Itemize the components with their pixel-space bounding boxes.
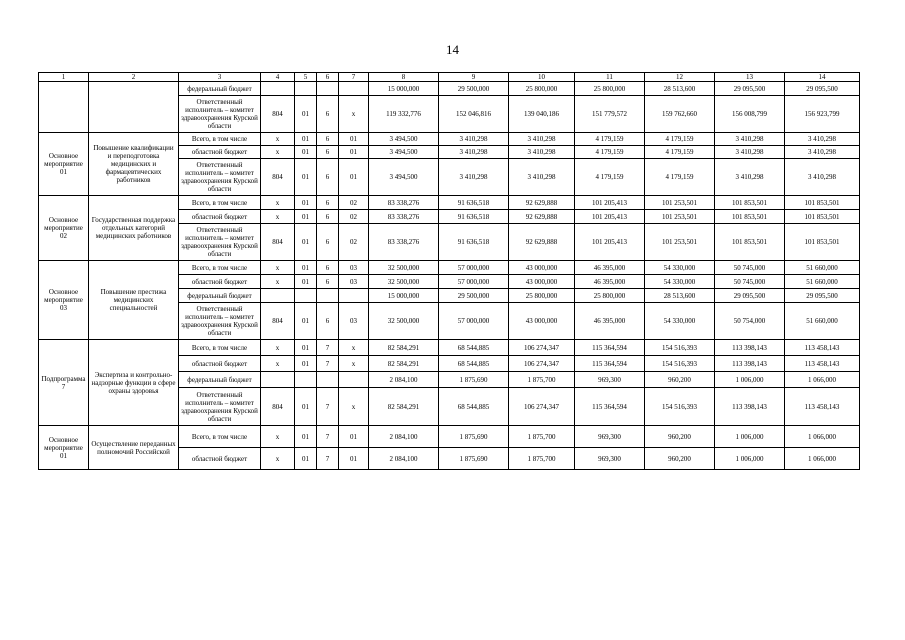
om-code-cell: 03 [339,303,369,340]
amount-cell: 29 500,000 [439,82,509,96]
amount-cell: 3 494,500 [369,133,439,146]
gp-code-cell [295,82,317,96]
funding-source-cell: федеральный бюджет [179,82,261,96]
amount-cell: 29 095,500 [715,289,785,303]
funding-source-cell: Ответственный исполнитель – комитет здравоохранения Курской области [179,224,261,261]
amount-cell: 25 800,000 [509,82,575,96]
amount-cell: 29 095,500 [785,82,860,96]
gp-code-cell [295,372,317,388]
amount-cell: 29 500,000 [439,289,509,303]
funding-source-cell: областной бюджет [179,275,261,289]
pp-code-cell: 7 [317,340,339,356]
amount-cell: 4 179,159 [645,133,715,146]
grbs-code-cell: х [261,133,295,146]
om-code-cell: х [339,388,369,426]
om-code-cell: х [339,356,369,372]
grbs-code-cell: х [261,448,295,470]
amount-cell: 32 500,000 [369,275,439,289]
amount-cell: 1 875,700 [509,448,575,470]
amount-cell: 101 853,501 [715,210,785,224]
amount-cell: 101 253,501 [645,196,715,210]
amount-cell: 1 066,000 [785,448,860,470]
program-name-cell: Повышение престижа медицинских специальностей [89,261,179,340]
pp-code-cell: 6 [317,146,339,159]
amount-cell: 3 410,298 [509,133,575,146]
amount-cell: 51 660,000 [785,275,860,289]
amount-cell: 83 338,276 [369,224,439,261]
amount-cell: 3 410,298 [439,159,509,196]
amount-cell: 101 205,413 [575,224,645,261]
column-header: 10 [509,73,575,82]
grbs-code-cell: х [261,210,295,224]
gp-code-cell: 01 [295,196,317,210]
gp-code-cell: 01 [295,340,317,356]
amount-cell: 3 410,298 [509,159,575,196]
gp-code-cell: 01 [295,159,317,196]
amount-cell: 4 179,159 [575,159,645,196]
amount-cell: 115 364,594 [575,388,645,426]
om-code-cell: 01 [339,426,369,448]
amount-cell: 57 000,000 [439,261,509,275]
om-code-cell: 02 [339,224,369,261]
om-code-cell: 03 [339,261,369,275]
amount-cell: 91 636,518 [439,196,509,210]
funding-source-cell: областной бюджет [179,146,261,159]
amount-cell: 46 395,000 [575,275,645,289]
funding-source-cell: Ответственный исполнитель – комитет здравоохранения Курской области [179,159,261,196]
amount-cell: 960,200 [645,426,715,448]
amount-cell: 3 494,500 [369,146,439,159]
gp-code-cell: 01 [295,224,317,261]
table-row [39,82,860,96]
column-header: 1 [39,73,89,82]
amount-cell: 1 875,700 [509,372,575,388]
amount-cell: 54 330,000 [645,303,715,340]
amount-cell: 43 000,000 [509,303,575,340]
om-code-cell: 01 [339,146,369,159]
amount-cell: 101 853,501 [785,210,860,224]
funding-source-cell: Всего, в том числе [179,196,261,210]
amount-cell: 113 398,143 [715,340,785,356]
grbs-code-cell: х [261,340,295,356]
funding-source-cell: Всего, в том числе [179,426,261,448]
amount-cell: 50 754,000 [715,303,785,340]
amount-cell: 91 636,518 [439,210,509,224]
budget-table [38,72,860,470]
column-header: 6 [317,73,339,82]
amount-cell: 101 853,501 [785,196,860,210]
amount-cell: 4 179,159 [575,133,645,146]
amount-cell: 54 330,000 [645,261,715,275]
amount-cell: 3 410,298 [715,146,785,159]
amount-cell: 28 513,600 [645,82,715,96]
amount-cell: 101 853,501 [715,196,785,210]
amount-cell: 3 410,298 [715,133,785,146]
om-code-cell: 01 [339,133,369,146]
amount-cell: 3 410,298 [785,133,860,146]
amount-cell: 1 875,690 [439,426,509,448]
program-code-cell [39,82,89,133]
pp-code-cell: 6 [317,224,339,261]
program-code-cell: Основное мероприятие 01 [39,133,89,196]
om-code-cell: х [339,340,369,356]
program-name-cell: Экспертиза и контрольно-надзорные функции в сфере охраны здоровья [89,340,179,426]
column-header: 14 [785,73,860,82]
grbs-code-cell: 804 [261,388,295,426]
pp-code-cell: 7 [317,426,339,448]
amount-cell: 83 338,276 [369,196,439,210]
funding-source-cell: Ответственный исполнитель – комитет здравоохранения Курской области [179,303,261,340]
amount-cell: 1 006,000 [715,426,785,448]
pp-code-cell: 7 [317,356,339,372]
amount-cell: 3 410,298 [439,133,509,146]
amount-cell: 154 516,393 [645,388,715,426]
amount-cell: 119 332,776 [369,96,439,133]
program-name-cell [89,82,179,133]
amount-cell: 15 000,000 [369,82,439,96]
amount-cell: 101 205,413 [575,196,645,210]
amount-cell: 101 205,413 [575,210,645,224]
amount-cell: 1 875,700 [509,426,575,448]
funding-source-cell: Всего, в том числе [179,261,261,275]
amount-cell: 3 410,298 [785,146,860,159]
amount-cell: 4 179,159 [645,159,715,196]
om-code-cell: 02 [339,196,369,210]
funding-source-cell: областной бюджет [179,448,261,470]
amount-cell: 101 253,501 [645,210,715,224]
funding-source-cell: областной бюджет [179,356,261,372]
amount-cell: 4 179,159 [575,146,645,159]
column-header: 12 [645,73,715,82]
amount-cell: 82 584,291 [369,356,439,372]
amount-cell: 113 398,143 [715,356,785,372]
amount-cell: 3 494,500 [369,159,439,196]
column-header: 7 [339,73,369,82]
amount-cell: 152 046,816 [439,96,509,133]
amount-cell: 106 274,347 [509,388,575,426]
amount-cell: 101 853,501 [715,224,785,261]
amount-cell: 57 000,000 [439,303,509,340]
amount-cell: 3 410,298 [509,146,575,159]
amount-cell: 1 066,000 [785,426,860,448]
amount-cell: 92 629,888 [509,224,575,261]
amount-cell: 43 000,000 [509,261,575,275]
gp-code-cell: 01 [295,388,317,426]
amount-cell: 139 040,186 [509,96,575,133]
gp-code-cell: 01 [295,303,317,340]
gp-code-cell: 01 [295,448,317,470]
amount-cell: 25 800,000 [509,289,575,303]
amount-cell: 68 544,885 [439,340,509,356]
grbs-code-cell [261,82,295,96]
funding-source-cell: федеральный бюджет [179,289,261,303]
om-code-cell: 01 [339,159,369,196]
gp-code-cell: 01 [295,96,317,133]
funding-source-cell: Ответственный исполнитель – комитет здравоохранения Курской области [179,388,261,426]
amount-cell: 92 629,888 [509,196,575,210]
amount-cell: 1 875,690 [439,372,509,388]
amount-cell: 3 410,298 [715,159,785,196]
amount-cell: 159 762,660 [645,96,715,133]
gp-code-cell [295,289,317,303]
column-header: 11 [575,73,645,82]
amount-cell: 3 410,298 [785,159,860,196]
column-header: 5 [295,73,317,82]
column-header: 2 [89,73,179,82]
amount-cell: 92 629,888 [509,210,575,224]
grbs-code-cell: х [261,196,295,210]
grbs-code-cell: 804 [261,96,295,133]
amount-cell: 113 458,143 [785,388,860,426]
amount-cell: 50 745,000 [715,275,785,289]
amount-cell: 4 179,159 [645,146,715,159]
amount-cell: 2 084,100 [369,426,439,448]
amount-cell: 156 923,799 [785,96,860,133]
grbs-code-cell: 804 [261,224,295,261]
amount-cell: 1 006,000 [715,448,785,470]
grbs-code-cell: 804 [261,303,295,340]
amount-cell: 960,200 [645,448,715,470]
amount-cell: 2 084,100 [369,448,439,470]
pp-code-cell: 6 [317,303,339,340]
amount-cell: 113 398,143 [715,388,785,426]
grbs-code-cell: х [261,146,295,159]
grbs-code-cell: х [261,275,295,289]
amount-cell: 25 800,000 [575,289,645,303]
pp-code-cell: 6 [317,210,339,224]
amount-cell: 91 636,518 [439,224,509,261]
amount-cell: 1 066,000 [785,372,860,388]
gp-code-cell: 01 [295,356,317,372]
amount-cell: 101 853,501 [785,224,860,261]
amount-cell: 46 395,000 [575,303,645,340]
column-header: 13 [715,73,785,82]
om-code-cell [339,372,369,388]
amount-cell: 54 330,000 [645,275,715,289]
amount-cell: 115 364,594 [575,356,645,372]
pp-code-cell [317,82,339,96]
om-code-cell: х [339,96,369,133]
amount-cell: 82 584,291 [369,340,439,356]
column-header: 9 [439,73,509,82]
amount-cell: 156 008,799 [715,96,785,133]
amount-cell: 32 500,000 [369,261,439,275]
gp-code-cell: 01 [295,133,317,146]
pp-code-cell: 6 [317,159,339,196]
program-name-cell: Государственная поддержка отдельных категорий медицинских работников [89,196,179,261]
grbs-code-cell: х [261,426,295,448]
amount-cell: 151 779,572 [575,96,645,133]
grbs-code-cell [261,372,295,388]
amount-cell: 68 544,885 [439,388,509,426]
gp-code-cell: 01 [295,426,317,448]
program-code-cell: Основное мероприятие 01 [39,426,89,470]
column-header: 4 [261,73,295,82]
table-row [39,133,860,146]
om-code-cell: 03 [339,275,369,289]
gp-code-cell: 01 [295,146,317,159]
amount-cell: 43 000,000 [509,275,575,289]
header-row [39,73,860,82]
table-row [39,426,860,448]
om-code-cell [339,289,369,303]
funding-source-cell: Всего, в том числе [179,133,261,146]
pp-code-cell: 7 [317,448,339,470]
amount-cell: 50 745,000 [715,261,785,275]
pp-code-cell: 6 [317,275,339,289]
amount-cell: 29 095,500 [785,289,860,303]
amount-cell: 2 084,100 [369,372,439,388]
amount-cell: 1 006,000 [715,372,785,388]
gp-code-cell: 01 [295,275,317,289]
funding-source-cell: Ответственный исполнитель – комитет здравоохранения Курской области [179,96,261,133]
amount-cell: 154 516,393 [645,340,715,356]
om-code-cell: 02 [339,210,369,224]
gp-code-cell: 01 [295,210,317,224]
om-code-cell [339,82,369,96]
amount-cell: 83 338,276 [369,210,439,224]
grbs-code-cell [261,289,295,303]
amount-cell: 28 513,600 [645,289,715,303]
program-name-cell: Повышение квалификации и переподготовка медицинских и фармацевтических работников [89,133,179,196]
amount-cell: 32 500,000 [369,303,439,340]
amount-cell: 25 800,000 [575,82,645,96]
amount-cell: 101 253,501 [645,224,715,261]
amount-cell: 15 000,000 [369,289,439,303]
program-code-cell: Подпрограмма 7 [39,340,89,426]
pp-code-cell: 6 [317,261,339,275]
amount-cell: 1 875,690 [439,448,509,470]
amount-cell: 969,300 [575,426,645,448]
amount-cell: 113 458,143 [785,340,860,356]
program-code-cell: Основное мероприятие 02 [39,196,89,261]
om-code-cell: 01 [339,448,369,470]
amount-cell: 82 584,291 [369,388,439,426]
grbs-code-cell: х [261,261,295,275]
amount-cell: 68 544,885 [439,356,509,372]
funding-source-cell: Всего, в том числе [179,340,261,356]
table-row [39,196,860,210]
pp-code-cell: 6 [317,133,339,146]
pp-code-cell [317,289,339,303]
gp-code-cell: 01 [295,261,317,275]
amount-cell: 51 660,000 [785,261,860,275]
funding-source-cell: федеральный бюджет [179,372,261,388]
table-row [39,340,860,356]
amount-cell: 969,300 [575,372,645,388]
amount-cell: 106 274,347 [509,340,575,356]
amount-cell: 960,200 [645,372,715,388]
funding-source-cell: областной бюджет [179,210,261,224]
amount-cell: 57 000,000 [439,275,509,289]
table-row [39,261,860,275]
program-name-cell: Осуществление переданных полномочий Российской [89,426,179,470]
grbs-code-cell: 804 [261,159,295,196]
pp-code-cell: 6 [317,96,339,133]
amount-cell: 29 095,500 [715,82,785,96]
amount-cell: 154 516,393 [645,356,715,372]
column-header: 3 [179,73,261,82]
amount-cell: 51 660,000 [785,303,860,340]
pp-code-cell: 6 [317,196,339,210]
amount-cell: 969,300 [575,448,645,470]
amount-cell: 46 395,000 [575,261,645,275]
amount-cell: 106 274,347 [509,356,575,372]
page-number: 14 [446,42,459,57]
amount-cell: 3 410,298 [439,146,509,159]
program-code-cell: Основное мероприятие 03 [39,261,89,340]
grbs-code-cell: х [261,356,295,372]
amount-cell: 113 458,143 [785,356,860,372]
pp-code-cell: 7 [317,388,339,426]
amount-cell: 115 364,594 [575,340,645,356]
pp-code-cell [317,372,339,388]
column-header: 8 [369,73,439,82]
